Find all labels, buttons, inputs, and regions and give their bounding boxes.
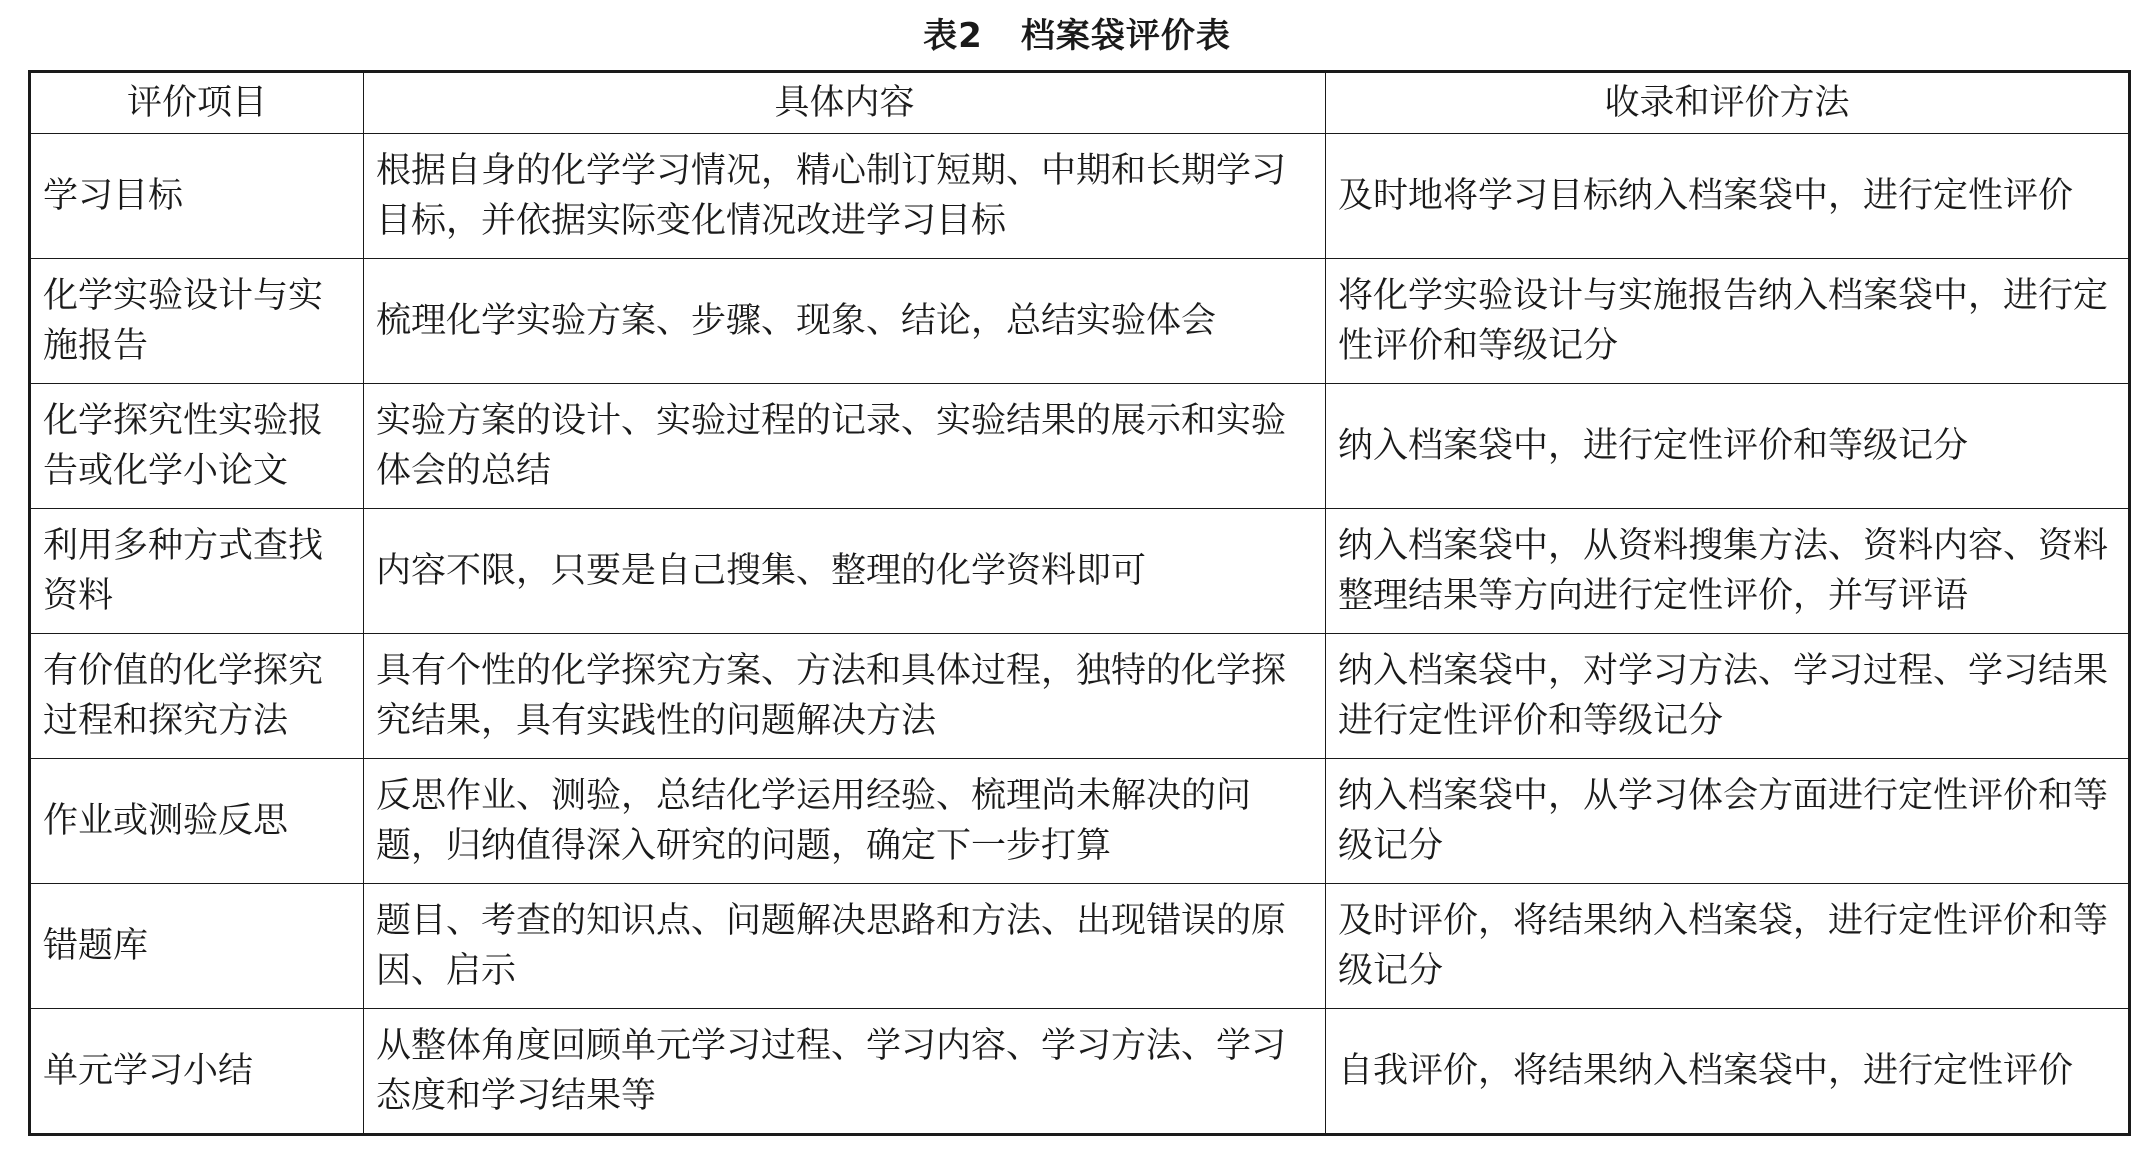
cell-method: 自我评价，将结果纳入档案袋中，进行定性评价	[1326, 1009, 2130, 1135]
table-row	[30, 509, 2130, 634]
table-number: 表2	[923, 15, 983, 56]
cell-content: 具有个性的化学探究方案、方法和具体过程，独特的化学探究结果，具有实践性的问题解决方法	[364, 634, 1326, 759]
cell-item: 作业或测验反思	[30, 759, 364, 884]
cell-item: 单元学习小结	[30, 1009, 364, 1135]
portfolio-evaluation-table	[28, 70, 2131, 1136]
cell-item: 有价值的化学探究过程和探究方法	[30, 634, 364, 759]
cell-content: 根据自身的化学学习情况，精心制订短期、中期和长期学习目标，并依据实际变化情况改进学习目标	[364, 134, 1326, 259]
table-row	[30, 759, 2130, 884]
table-row	[30, 884, 2130, 1009]
table-row	[30, 384, 2130, 509]
table-caption	[0, 6, 2154, 58]
cell-method: 纳入档案袋中，对学习方法、学习过程、学习结果进行定性评价和等级记分	[1326, 634, 2130, 759]
cell-item: 错题库	[30, 884, 364, 1009]
header-evaluation-item: 评价项目	[30, 72, 364, 134]
table-title: 档案袋评价表	[1020, 15, 1231, 56]
cell-method: 纳入档案袋中，从学习体会方面进行定性评价和等级记分	[1326, 759, 2130, 884]
cell-content: 反思作业、测验，总结化学运用经验、梳理尚未解决的问题，归纳值得深入研究的问题，确定下一步打算	[364, 759, 1326, 884]
cell-method: 及时评价，将结果纳入档案袋，进行定性评价和等级记分	[1326, 884, 2130, 1009]
cell-content: 从整体角度回顾单元学习过程、学习内容、学习方法、学习态度和学习结果等	[364, 1009, 1326, 1135]
table-row	[30, 134, 2130, 259]
cell-method: 将化学实验设计与实施报告纳入档案袋中，进行定性评价和等级记分	[1326, 259, 2130, 384]
cell-content: 题目、考查的知识点、问题解决思路和方法、出现错误的原因、启示	[364, 884, 1326, 1009]
cell-content: 内容不限，只要是自己搜集、整理的化学资料即可	[364, 509, 1326, 634]
table-header-row	[30, 72, 2130, 134]
header-specific-content: 具体内容	[364, 72, 1326, 134]
cell-item: 化学实验设计与实施报告	[30, 259, 364, 384]
cell-method: 纳入档案袋中，从资料搜集方法、资料内容、资料整理结果等方向进行定性评价，并写评语	[1326, 509, 2130, 634]
header-collection-method: 收录和评价方法	[1326, 72, 2130, 134]
table-row	[30, 1009, 2130, 1135]
cell-item: 利用多种方式查找资料	[30, 509, 364, 634]
cell-item: 化学探究性实验报告或化学小论文	[30, 384, 364, 509]
evaluation-table-container	[28, 70, 2128, 1136]
table-row	[30, 259, 2130, 384]
cell-method: 及时地将学习目标纳入档案袋中，进行定性评价	[1326, 134, 2130, 259]
cell-item: 学习目标	[30, 134, 364, 259]
cell-content: 梳理化学实验方案、步骤、现象、结论，总结实验体会	[364, 259, 1326, 384]
cell-content: 实验方案的设计、实验过程的记录、实验结果的展示和实验体会的总结	[364, 384, 1326, 509]
cell-method: 纳入档案袋中，进行定性评价和等级记分	[1326, 384, 2130, 509]
table-row	[30, 634, 2130, 759]
